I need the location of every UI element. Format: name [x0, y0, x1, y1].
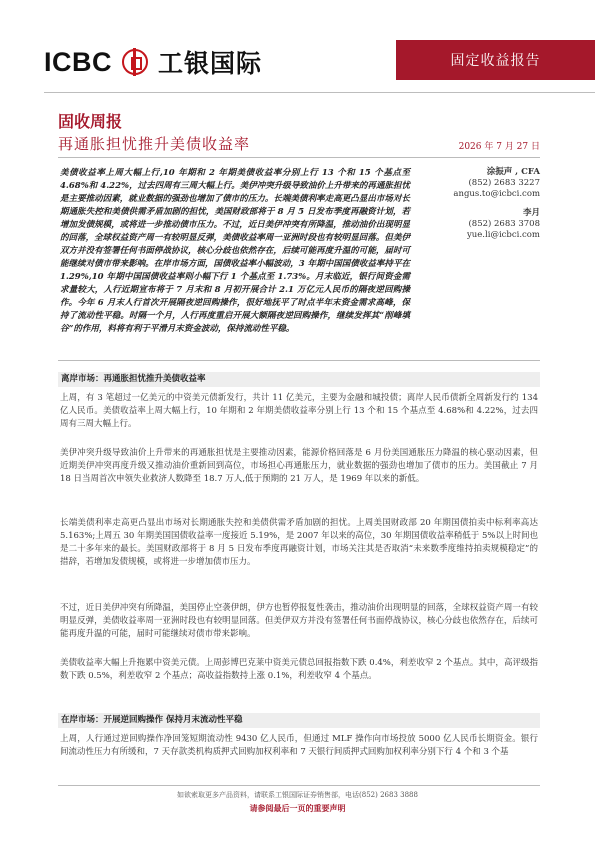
analyst-phone: (852) 2683 3227	[468, 178, 540, 188]
executive-summary: 美债收益率上周大幅上行,10 年期和 2 年期美债收益率分别上行 13 个和 15 个基点至 4.68%和 4.22%，过去四周有三周大幅上行。美伊冲突升级导致油价上升带来的再通胀担忧是主要推动因素，就业数据的强劲也增加了债市的压力。长端美债利率走高更凸显出市场对长期通胀失控和美债供需矛盾加剧的担忧，美国财政部将于 8 月 5 日发布季度再融资计划，若增加发债规模，或将进一步推动债市压力。不过，近日美伊冲突有所降温，推动油价出现明显的回落，全球权益资产周一有较明显反弹，美债收益率周一亚洲时段也有较明显回落。但美伊双方并没有签署任何书面停战协议，核心分歧也依然存在，后续可能再度升温的可能，届时可能继续对债市带来影响。在岸市场方面，国债收益率小幅波动，3 年期中国国债收益率持平在 1.29%,10 年期中国国债收益率则小幅下行 1 个基点至 1.73%。月末临近，银行间资金需求量较大，人行近期宣布将于 7 月末和 8 月初开展合计 2.1 万亿元人民币的隔夜逆回购操作。今年 6 月末人行首次开展隔夜逆回购操作，很好地抚平了时点半年末资金需求高峰，保持了流动性平稳。时隔一个月，人行再度重启开展大额隔夜逆回购操作，继续发挥其“削峰填谷”的作用，料将有利于平滑月末资金波动，保持流动性平稳。	[60, 168, 410, 334]
report-date: 2026 年 7 月 27 日	[458, 142, 540, 152]
report-title: 固收周报	[58, 112, 123, 131]
body-paragraph: 美债收益率大幅上升拖累中资美元债。上周彭博巴克莱中资美元债总回报指数下跌 0.4%，利差收窄 2 个基点。其中，高评级指数下跌 0.5%，利差收窄 2 个基点；高收益指数持上涨 0.1%，利差收窄 4 个基点。	[60, 658, 538, 681]
analyst-name: 涂振声 , CFA	[486, 167, 540, 177]
footer-contact-note: 如欲索取更多产品资料，请联系工银国际证券销售部，电话(852) 2683 3888	[177, 791, 418, 799]
report-subtitle: 再通胀担忧推升美债收益率	[58, 135, 251, 153]
footer-divider	[58, 785, 540, 786]
logo-text-en: ICBC	[44, 46, 112, 77]
summary-divider	[58, 360, 540, 361]
section-heading-offshore: 离岸市场：再通胀担忧推升美债收益率	[58, 372, 540, 387]
analyst-contacts	[400, 167, 540, 241]
title-divider	[58, 157, 540, 158]
analyst-phone: (852) 2683 3708	[468, 219, 540, 229]
footer-disclaimer-link[interactable]: 请参阅最后一页的重要声明	[249, 804, 346, 813]
body-paragraph: 长端美债利率走高更凸显出市场对长期通胀失控和美债供需矛盾加剧的担忧。上周美国财政部 20 年期国债拍卖中标利率高达 5.163%;上周五 30 年期美国国债收益率一度接近 5.19%，是 2007 年以来的高位，30 年期国债收益率稍低于 5%以上时间也是二十多年来的最长。美国财政部将于 8 月 5 日发布季度再融资计划，市场关注其是否取消“未来数季度维持拍卖规模稳定”的措辞，若增加发债规模，或将进一步增加债市压力。	[60, 518, 538, 567]
company-logo	[44, 44, 262, 80]
body-paragraph: 上周，人行通过逆回购操作净回笼短期流动性 9430 亿人民币，但通过 MLF 操作向市场投放 5000 亿人民币长期资金。银行间流动性压力有所缓和，7 天存款类机构质押式回购加权利率和 7 天银行间质押式回购加权利率分别下行 4 个和 3 个基	[60, 734, 538, 757]
analyst-name: 李月	[522, 208, 540, 218]
report-type-banner: 固定收益报告	[396, 40, 595, 80]
logo-text-cn: 工银国际	[158, 49, 263, 78]
header-divider	[44, 92, 595, 93]
analyst-email[interactable]: yue.li@icbci.com	[467, 230, 540, 240]
body-paragraph: 上周，有 3 笔超过一亿美元的中资美元债新发行，共计 11 亿美元，主要为金融和城投债；离岸人民币债新全周新发行约 134 亿人民币。美债收益率上周大幅上行，10 年期和 2 年期美债收益率分别上行 13 个和 15 个基点至 4.68%和 4.22%，过去四周有三周大幅上行。	[60, 393, 538, 429]
section-heading-onshore: 在岸市场：开展逆回购操作 保持月末流动性平稳	[58, 713, 540, 728]
body-paragraph: 不过，近日美伊冲突有所降温，美国停止空袭伊朗，伊方也暂停报复性袭击，推动油价出现明显的回落，全球权益资产周一有较明显反弹，美债收益率周一亚洲时段也有较明显回落。但美伊双方并没有签署任何书面停战协议，核心分歧也依然存在，后续可能再度升温的可能，届时可能继续对债市带来影响。	[60, 603, 538, 639]
icbc-emblem-icon	[122, 49, 148, 75]
body-paragraph: 美伊冲突升级导致油价上升带来的再通胀担忧是主要推动因素，能源价格回落是 6 月份美国通胀压力降温的核心驱动因素，但近期美伊冲突再度升级又推动油价重新回到高位，市场担心再通胀压力，就业数据的强劲也增加了债市的压力。美国截止 7 月 18 日当周首次申领失业救济人数降至 18.7 万人,低于预期的 21 万人，是 1969 年以来的新低。	[60, 448, 538, 484]
analyst-email[interactable]: angus.to@icbci.com	[453, 189, 540, 199]
